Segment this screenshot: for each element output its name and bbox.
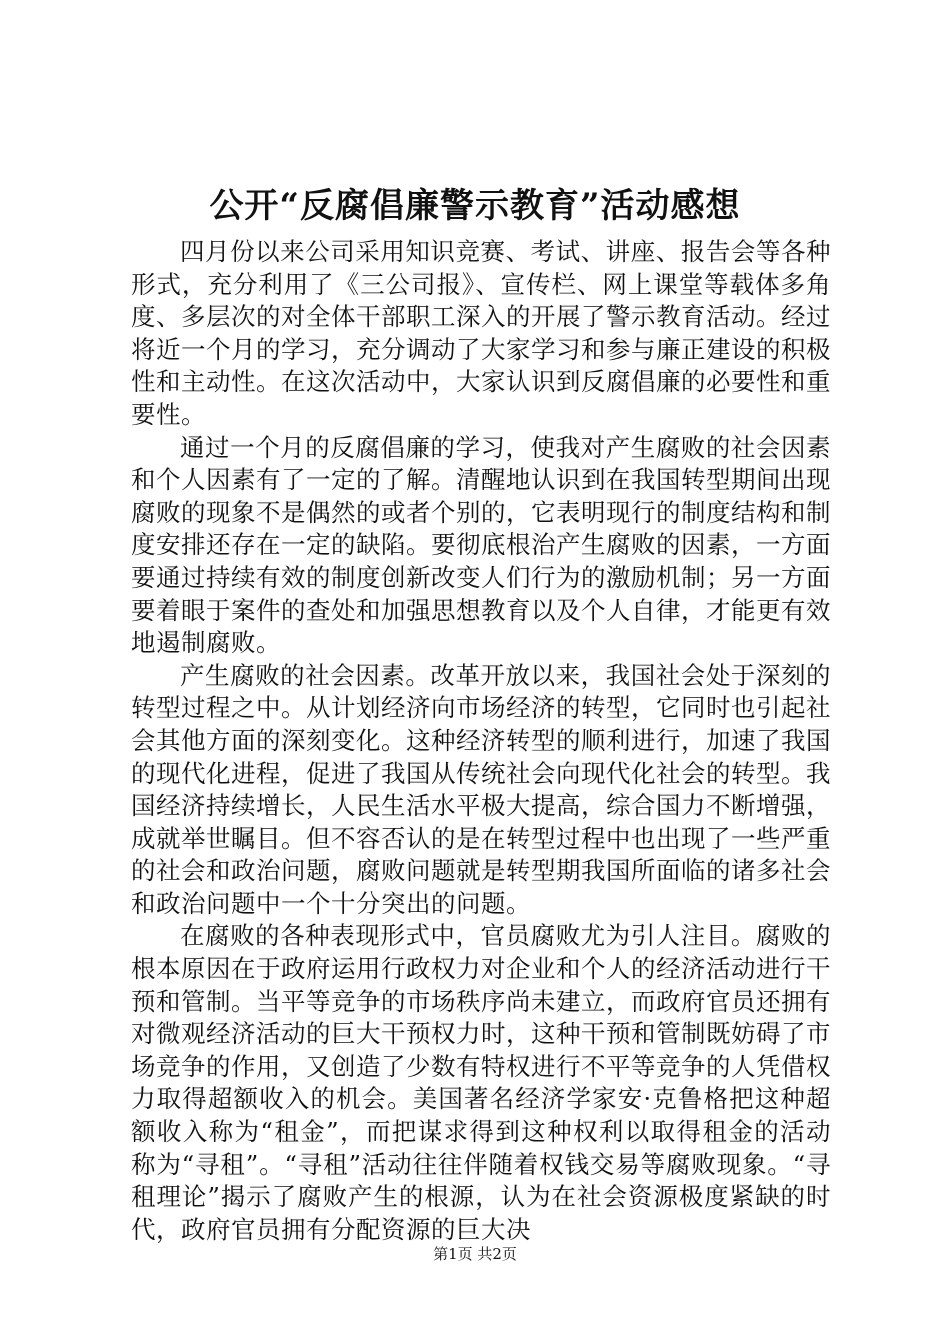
document-body bbox=[131, 236, 831, 1246]
document-title: 公开“反腐倡廉警示教育”活动感想 bbox=[209, 186, 741, 226]
paragraph-1: 四月份以来公司采用知识竞赛、考试、讲座、报告会等各种形式，充分利用了《三公司报》、宣传栏、网上课堂等载体多角度、多层次的对全体干部职工深入的开展了警示教育活动。经过将近一个月的学习，充分调动了大家学习和参与廉正建设的积极性和主动性。在这次活动中，大家认识到反腐倡廉的必要性和重要性。 bbox=[131, 237, 831, 429]
paragraph-3: 产生腐败的社会因素。改革开放以来，我国社会处于深刻的转型过程之中。从计划经济向市场经济的转型，它同时也引起社会其他方面的深刻变化。这种经济转型的顺利进行，加速了我国的现代化进程，促进了我国从传统社会向现代化社会的转型。我国经济持续增长，人民生活水平极大提高，综合国力不断增强，成就举世瞩目。但不容否认的是在转型过程中也出现了一些严重的社会和政治问题，腐败问题就是转型期我国所面临的诸多社会和政治问题中一个十分突出的问题。 bbox=[131, 660, 831, 918]
page-number-footer: 第1页 共2页 bbox=[433, 1245, 517, 1263]
paragraph-4: 在腐败的各种表现形式中，官员腐败尤为引人注目。腐败的根本原因在于政府运用行政权力对企业和个人的经济活动进行干预和管制。当平等竞争的市场秩序尚未建立，而政府官员还拥有对微观经济活动的巨大干预权力时，这种干预和管制既妨碍了市场竞争的作用，又创造了少数有特权进行不平等竞争的人凭借权力取得超额收入的机会。美国著名经济学家安·克鲁格把这种超额收入称为“租金”，而把谋求得到这种权利以取得租金的活动称为“寻租”。“寻租”活动往往伴随着权钱交易等腐败现象。“寻租理论”揭示了腐败产生的根源，认为在社会资源极度紧缺的时代，政府官员拥有分配资源的巨大决 bbox=[131, 921, 831, 1244]
paragraph-2: 通过一个月的反腐倡廉的学习，使我对产生腐败的社会因素和个人因素有了一定的了解。清醒地认识到在我国转型期间出现腐败的现象不是偶然的或者个别的，它表明现行的制度结构和制度安排还存在一定的缺陷。要彻底根治产生腐败的因素，一方面要通过持续有效的制度创新改变人们行为的激励机制；另一方面要着眼于案件的查处和加强思想教育以及个人自律，才能更有效地遏制腐败。 bbox=[131, 432, 831, 658]
